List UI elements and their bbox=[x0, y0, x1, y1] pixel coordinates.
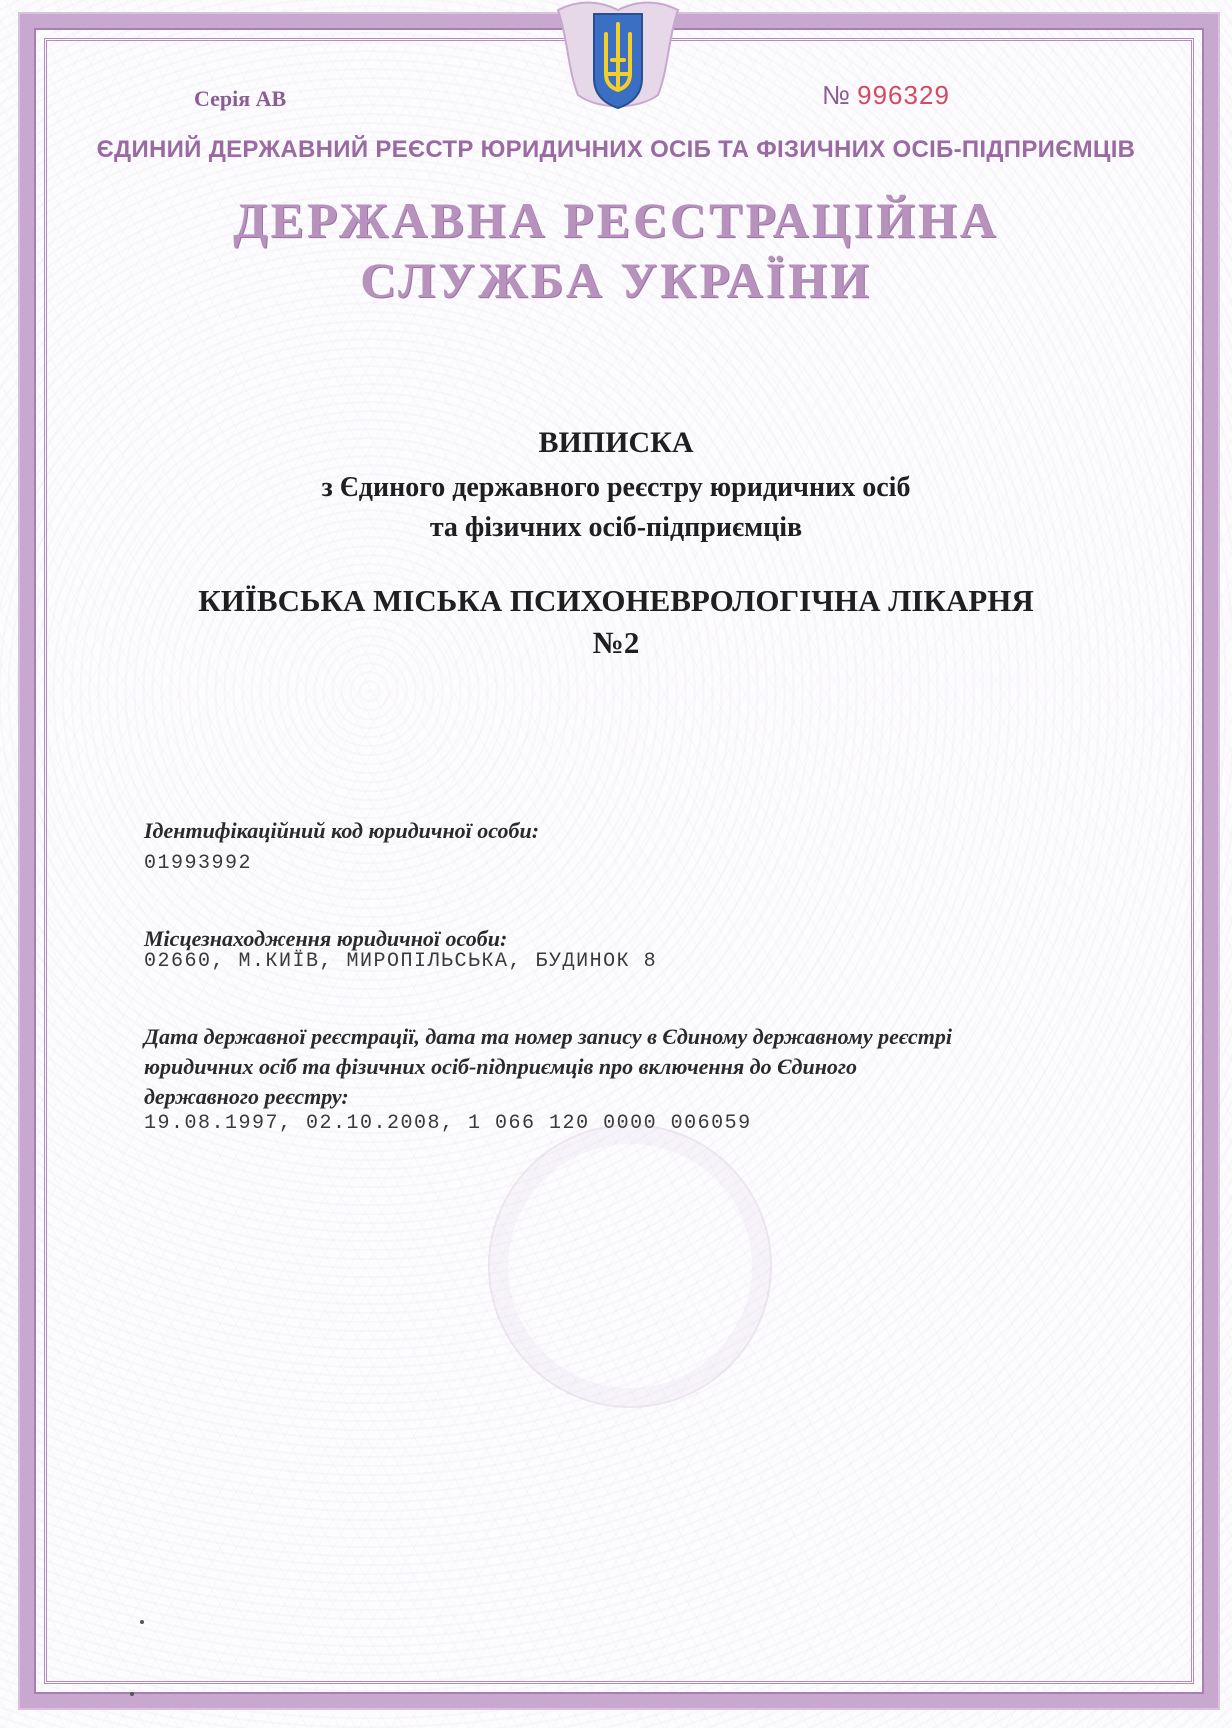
id-code-value: 01993992 bbox=[144, 852, 253, 875]
extract-subtitle-line1: з Єдиного державного реєстру юридичних осіб bbox=[321, 472, 911, 503]
entity-name-line2: №2 bbox=[592, 625, 640, 660]
registration-label-line2: юридичних осіб та фізичних осіб-підприємців про включення до Єдиного bbox=[144, 1054, 858, 1079]
service-title-line1: ДЕРЖАВНА РЕЄСТРАЦІЙНА bbox=[233, 192, 999, 248]
extract-title: ВИПИСКА bbox=[538, 426, 694, 459]
speck bbox=[140, 1620, 144, 1624]
entity-name-line1: КИЇВСЬКА МІСЬКА ПСИХОНЕВРОЛОГІЧНА ЛІКАРНЯ bbox=[198, 583, 1034, 618]
coat-of-arms-icon bbox=[548, 0, 688, 120]
id-code-label: Ідентифікаційний код юридичної особи: bbox=[144, 818, 540, 843]
extract-subtitle bbox=[60, 468, 1172, 548]
registration-label-line3: державного реєстру: bbox=[144, 1084, 349, 1109]
registration-label bbox=[144, 1022, 952, 1112]
service-title-line2: СЛУЖБА УКРАЇНИ bbox=[360, 252, 872, 308]
speck bbox=[130, 1692, 134, 1696]
extract-subtitle-line2: та фізичних осіб-підприємців bbox=[429, 512, 803, 543]
service-title bbox=[60, 190, 1172, 310]
registration-value: 19.08.1997, 02.10.2008, 1 066 120 0000 006059 bbox=[144, 1112, 752, 1135]
series-label: Серія АВ bbox=[194, 86, 287, 111]
entity-name bbox=[60, 580, 1172, 664]
location-label: Місцезнаходження юридичної особи: bbox=[144, 926, 508, 951]
register-title: ЄДИНИЙ ДЕРЖАВНИЙ РЕЄСТР ЮРИДИЧНИХ ОСІБ ТА ФІЗИЧНИХ ОСІБ-ПІДПРИЄМЦІВ bbox=[96, 136, 1136, 163]
registration-label-line1: Дата державної реєстрації, дата та номер запису в Єдиному державному реєстрі bbox=[144, 1024, 952, 1049]
number-value: 996329 bbox=[857, 80, 950, 110]
location-value: 02660, М.КИЇВ, МИРОПІЛЬСЬКА, БУДИНОК 8 bbox=[144, 950, 658, 973]
document-number bbox=[822, 80, 950, 111]
faded-seal-watermark bbox=[488, 1124, 772, 1408]
number-sign: № bbox=[822, 80, 850, 110]
